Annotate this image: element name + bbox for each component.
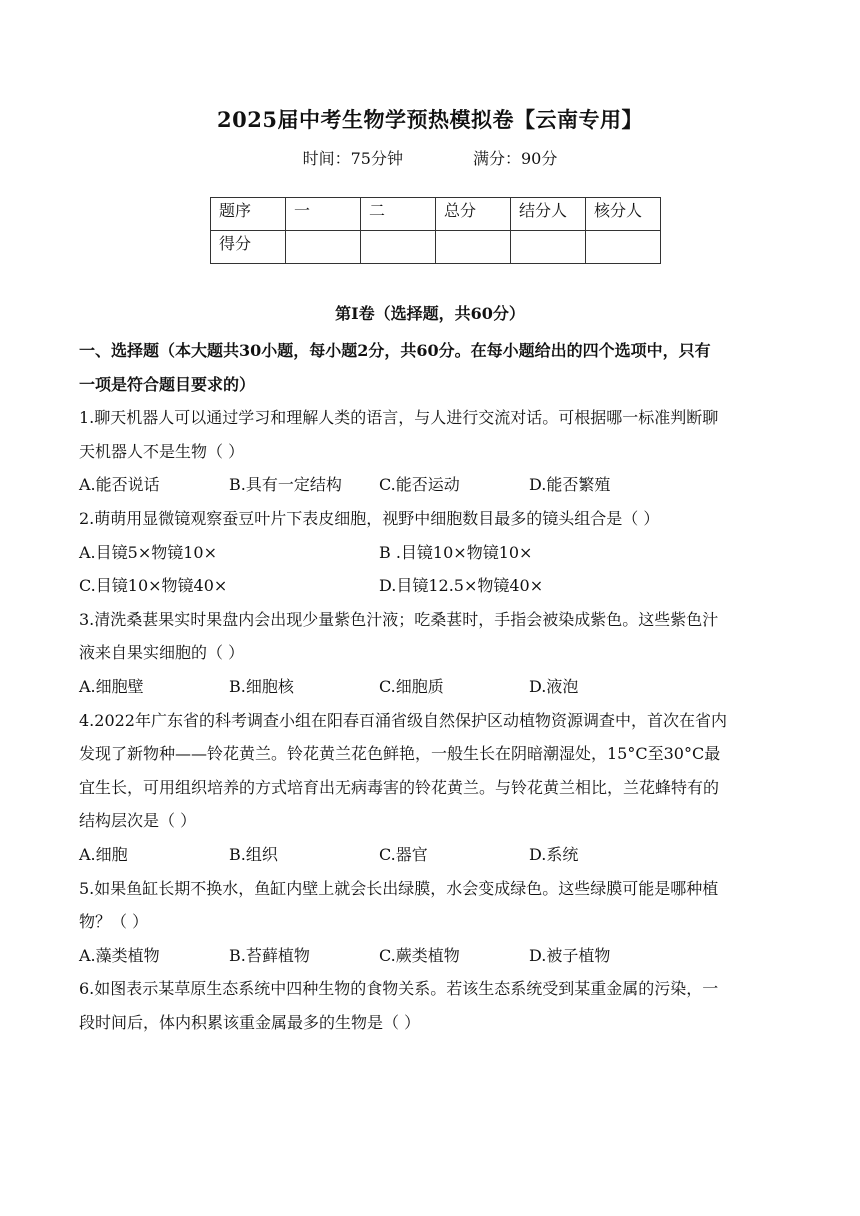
question-3-line: 3.清洗桑葚果实时果盘内会出现少量紫色汁液；吃桑葚时，手指会被染成紫色。这些紫色汁 [79, 609, 719, 629]
exam-title: 2025届中考生物学预热模拟卷【云南专用】 [217, 107, 643, 132]
question-1-line: 天机器人不是生物（ ） [79, 441, 245, 461]
option-b: B.组织 [229, 844, 278, 864]
question-3-line: 液来自果实细胞的（ ） [79, 643, 245, 663]
option-a: A.细胞壁 [79, 676, 144, 696]
question-1-options [79, 468, 779, 502]
question-2-options-row2 [79, 569, 779, 603]
question-4-line: 结构层次是（ ） [79, 811, 197, 831]
score-table [210, 197, 661, 264]
question-5-options [79, 939, 779, 973]
question-2-line: 2.萌萌用显微镜观察蚕豆叶片下表皮细胞，视野中细胞数目最多的镜头组合是（ ） [79, 508, 660, 528]
score-blank-cell[interactable] [511, 231, 586, 264]
option-a: A.目镜5×物镜10× [79, 542, 217, 562]
score-cell: 一 [286, 198, 361, 231]
option-a: A.细胞 [79, 844, 128, 864]
option-b: B.苔藓植物 [229, 945, 310, 965]
option-c: C.器官 [379, 844, 428, 864]
question-4-line: 4.2022年广东省的科考调查小组在阳春百涌省级自然保护区动植物资源调查中，首次在省内 [79, 710, 727, 730]
instructions-line: 一、选择题（本大题共30小题，每小题2分，共60分。在每小题给出的四个选项中，只有 [79, 341, 711, 360]
option-a: A.藻类植物 [79, 945, 160, 965]
score-table-header-row [211, 198, 661, 231]
score-cell: 得分 [211, 231, 286, 264]
score-blank-cell[interactable] [586, 231, 661, 264]
option-b: B.具有一定结构 [229, 475, 342, 495]
option-d: D.目镜12.5×物镜40× [379, 576, 544, 596]
score-table-score-row [211, 231, 661, 264]
option-c: C.蕨类植物 [379, 945, 460, 965]
option-d: D.系统 [529, 844, 579, 864]
exam-body [79, 334, 779, 1039]
score-blank-cell[interactable] [286, 231, 361, 264]
option-b: B.细胞核 [229, 676, 294, 696]
question-1-line: 1.聊天机器人可以通过学习和理解人类的语言，与人进行交流对话。可根据哪一标准判断聊 [79, 408, 719, 428]
question-5-line: 5.如果鱼缸长期不换水，鱼缸内壁上就会长出绿膜，水会变成绿色。这些绿膜可能是哪种植 [79, 878, 719, 898]
exam-full-score: 满分：90分 [473, 149, 558, 168]
score-blank-cell[interactable] [436, 231, 511, 264]
score-blank-cell[interactable] [361, 231, 436, 264]
option-c: C.目镜10×物镜40× [79, 576, 228, 596]
question-5-line: 物？（ ） [79, 912, 149, 932]
instructions-line: 一项是符合题目要求的） [79, 374, 256, 394]
option-c: C.能否运动 [379, 475, 460, 495]
exam-info [0, 146, 860, 169]
question-2-options-row1 [79, 536, 779, 570]
score-cell: 总分 [436, 198, 511, 231]
option-d: D.被子植物 [529, 945, 611, 965]
question-4-options [79, 838, 779, 872]
question-3-options [79, 670, 779, 704]
option-d: D.能否繁殖 [529, 475, 611, 495]
option-c: C.细胞质 [379, 676, 444, 696]
score-cell: 核分人 [586, 198, 661, 231]
question-4-line: 宜生长，可用组织培养的方式培育出无病毒害的铃花黄兰。与铃花黄兰相比，兰花蜂特有的 [79, 777, 720, 797]
option-d: D.液泡 [529, 676, 579, 696]
score-cell: 二 [361, 198, 436, 231]
option-a: A.能否说话 [79, 475, 160, 495]
question-4-line: 发现了新物种——铃花黄兰。铃花黄兰花色鲜艳，一般生长在阴暗潮湿处，15°C至30°C最 [79, 744, 721, 764]
score-cell: 结分人 [511, 198, 586, 231]
question-6-line: 6.如图表示某草原生态系统中四种生物的食物关系。若该生态系统受到某重金属的污染，一 [79, 979, 719, 999]
section-title: 第Ⅰ卷（选择题，共60分） [335, 304, 525, 323]
question-6-line: 段时间后，体内积累该重金属最多的生物是（ ） [79, 1012, 421, 1032]
option-b: B .目镜10×物镜10× [379, 542, 533, 562]
exam-time: 时间：75分钟 [302, 149, 403, 168]
score-cell: 题序 [211, 198, 286, 231]
